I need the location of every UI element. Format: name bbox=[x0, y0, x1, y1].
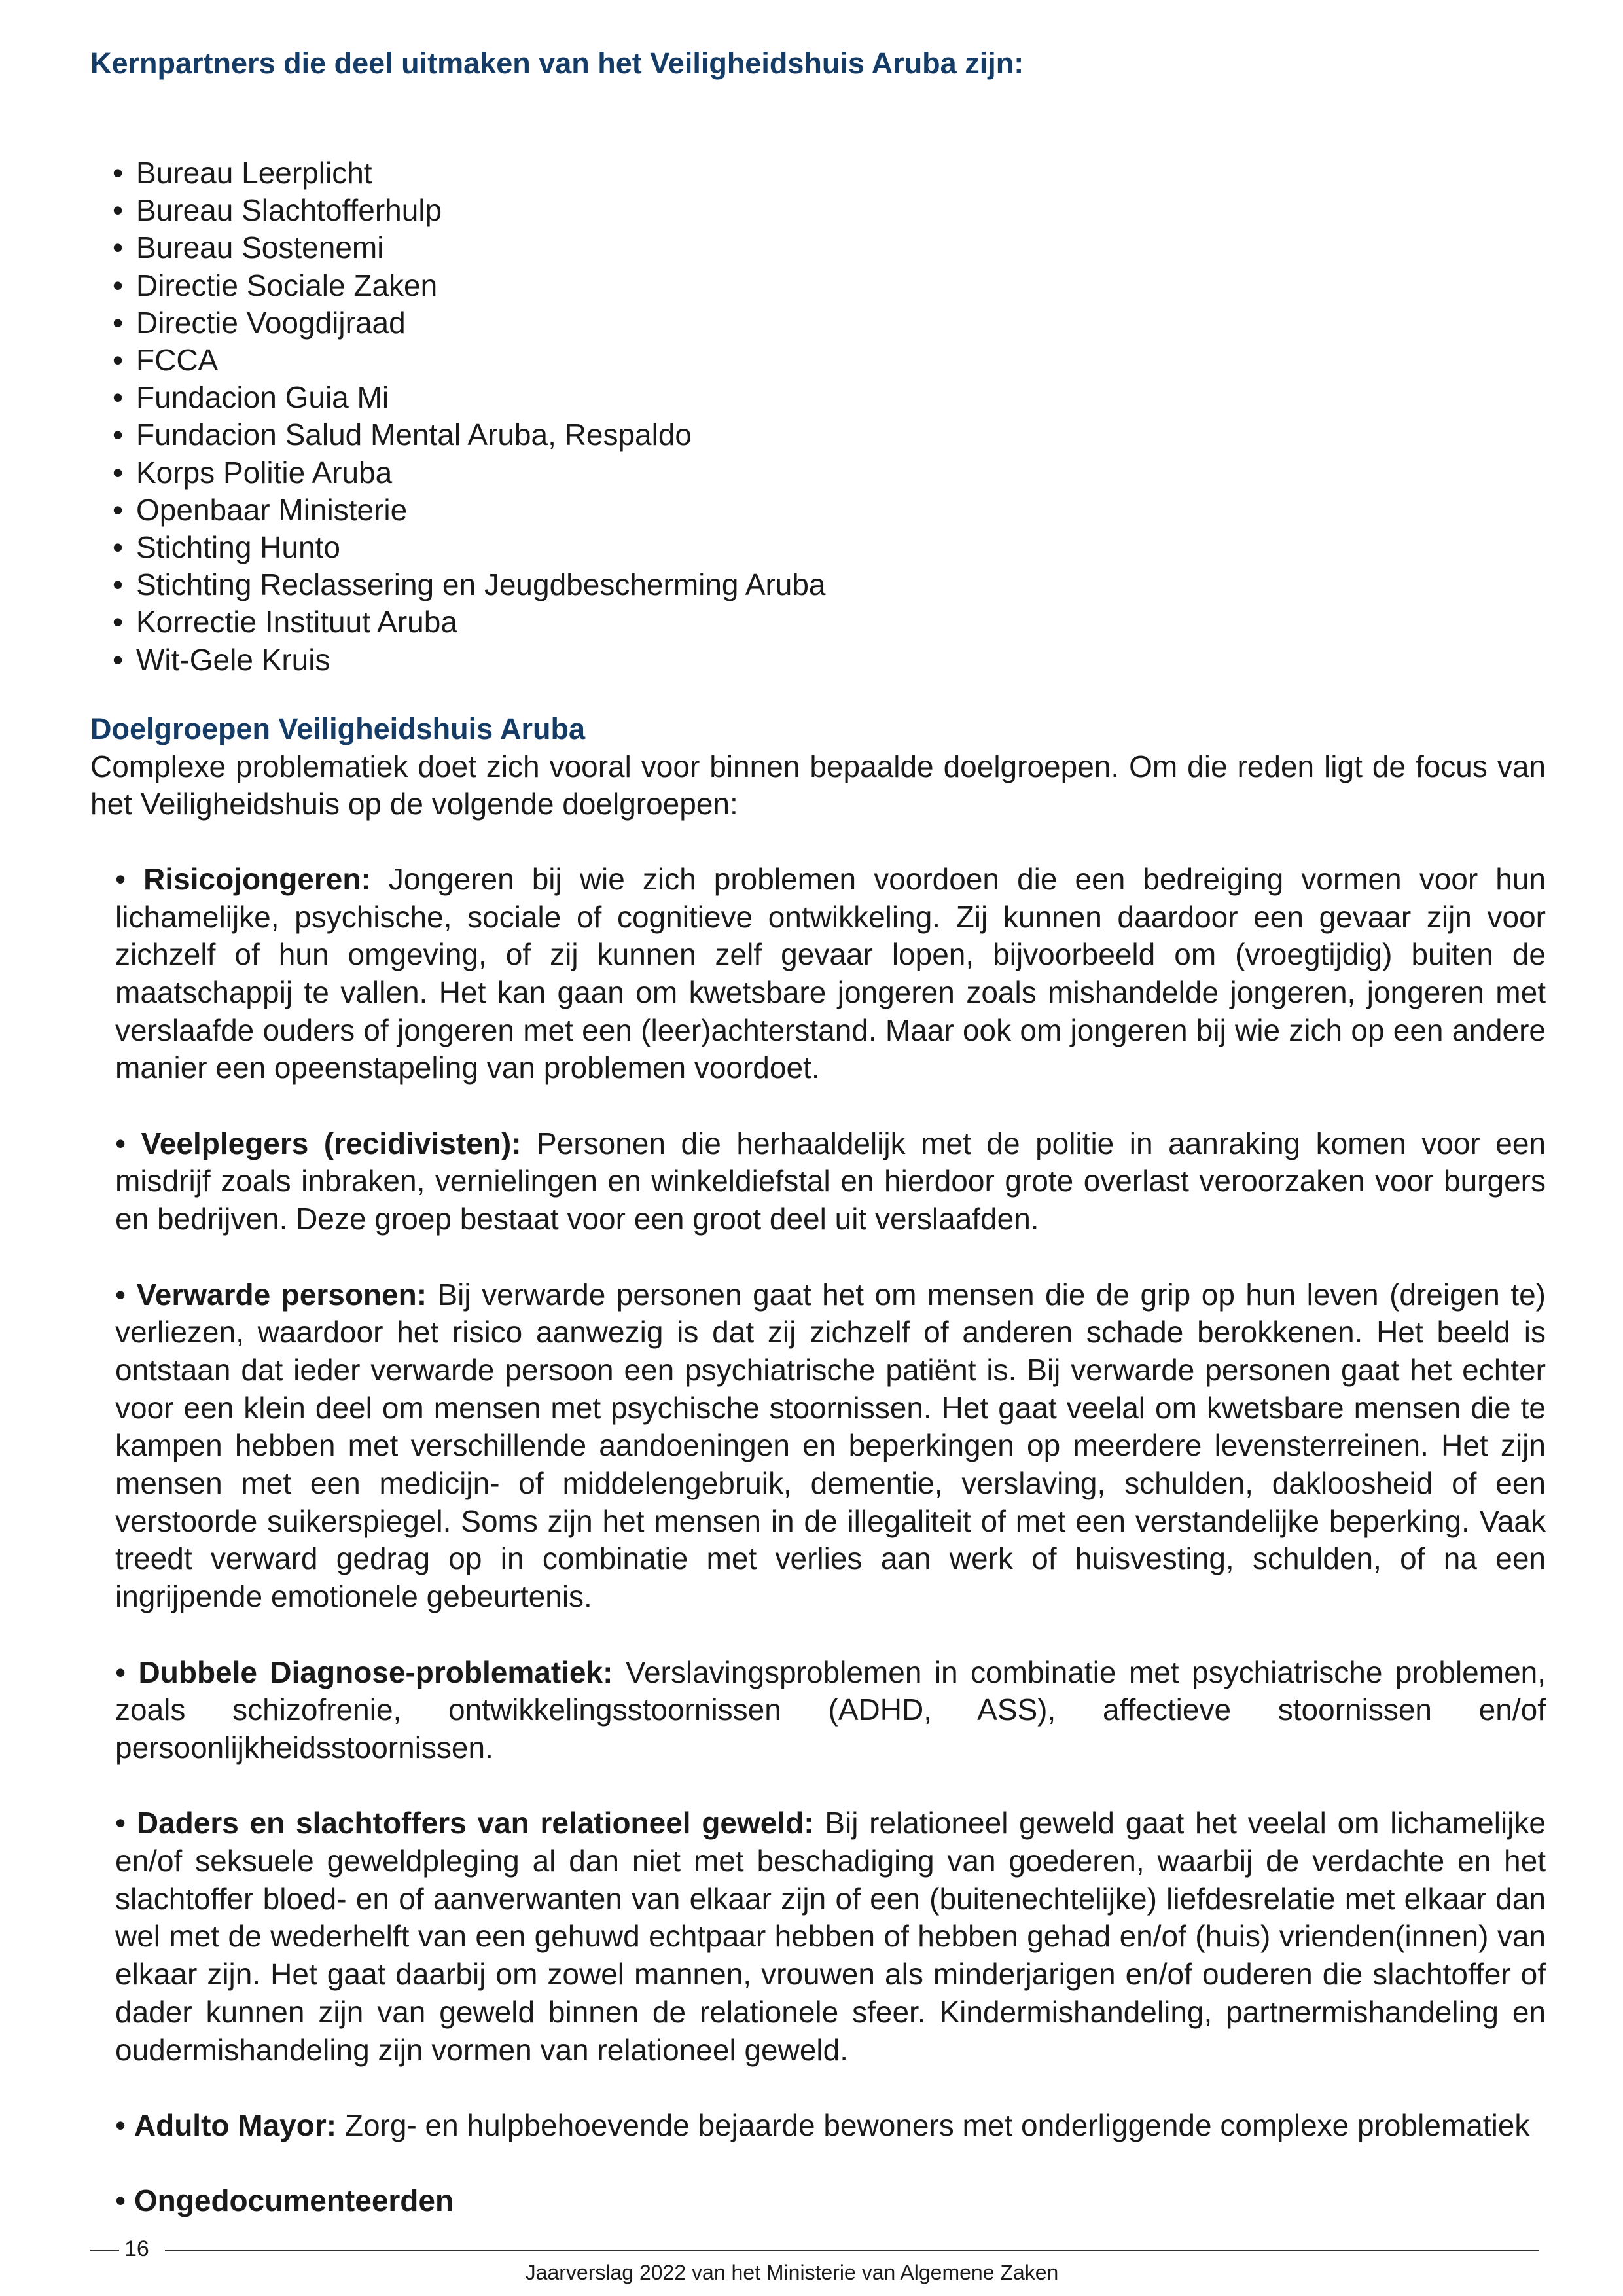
bullet-icon: • bbox=[115, 861, 144, 896]
group-description: Verslavingsproblemen in combinatie met psychiatrische problemen, zoals schizofrenie, ontwikkelingsstoornissen (ADHD, ASS), affectieve stoornissen en/of persoonlijkheidsstoornissen. bbox=[115, 1655, 1546, 1765]
footer-dash bbox=[90, 2250, 119, 2251]
bullet-icon: • bbox=[115, 2183, 134, 2218]
bullet-icon: • bbox=[115, 1126, 141, 1160]
target-groups-list bbox=[90, 861, 1546, 2220]
target-group-item bbox=[115, 1654, 1546, 1767]
target-group-item bbox=[115, 2182, 1546, 2220]
page-number: 16 bbox=[124, 2236, 149, 2261]
group-term: Ongedocumenteerden bbox=[134, 2183, 454, 2218]
group-term: Dubbele Diagnose-problematiek: bbox=[138, 1655, 613, 1689]
partner-item: • Fundacion Guia Mi bbox=[113, 379, 1546, 416]
group-description: Personen die herhaaldelijk met de politie in aanraking komen voor een misdrijf zoals inbraken, vernielingen en winkeldiefstal en hierdoor grote overlast veroorzaken voor burgers en bedrijven. Deze groep bestaat voor een groot deel uit verslaafden. bbox=[115, 1126, 1546, 1236]
partner-item: • Stichting Reclassering en Jeugdbescherming Aruba bbox=[113, 566, 1546, 603]
bullet-icon: • bbox=[115, 1277, 137, 1312]
group-description: Zorg- en hulpbehoevende bejaarde bewoners met onderliggende complexe problematiek bbox=[336, 2108, 1530, 2142]
target-group-item bbox=[115, 1125, 1546, 1238]
footer-title: Jaarverslag 2022 van het Ministerie van Algemene Zaken bbox=[525, 2261, 1059, 2284]
bullet-icon: • bbox=[115, 1806, 137, 1840]
partner-item: • Bureau Leerplicht bbox=[113, 154, 1546, 192]
target-group-item bbox=[115, 2107, 1546, 2145]
partners-heading: Kernpartners die deel uitmaken van het Veiligheidshuis Aruba zijn: bbox=[90, 46, 1024, 80]
target-group-item bbox=[115, 1804, 1546, 2069]
group-term: Risicojongeren: bbox=[143, 861, 371, 896]
partners-list bbox=[90, 154, 1546, 679]
partner-item: • Fundacion Salud Mental Aruba, Respaldo bbox=[113, 416, 1546, 454]
partner-item: • Directie Sociale Zaken bbox=[113, 267, 1546, 304]
target-group-item bbox=[115, 861, 1546, 1087]
footer-divider bbox=[165, 2250, 1539, 2251]
partner-item: • Wit-Gele Kruis bbox=[113, 641, 1546, 679]
target-group-item bbox=[115, 1276, 1546, 1616]
partner-item: • Stichting Hunto bbox=[113, 529, 1546, 566]
partner-item: • Bureau Sostenemi bbox=[113, 229, 1546, 266]
bullet-icon: • bbox=[115, 2108, 134, 2142]
group-term: Veelplegers (recidivisten): bbox=[141, 1126, 522, 1160]
partner-item: • FCCA bbox=[113, 342, 1546, 379]
target-groups-intro: Complexe problematiek doet zich vooral voor binnen bepaalde doelgroepen. Om die reden ligt de focus van het Veiligheidshuis op de volgende doelgroepen: bbox=[90, 749, 1546, 821]
partner-item: • Bureau Slachtofferhulp bbox=[113, 192, 1546, 229]
partner-item: • Korps Politie Aruba bbox=[113, 454, 1546, 492]
partner-item: • Korrectie Instituut Aruba bbox=[113, 603, 1546, 641]
group-term: Adulto Mayor: bbox=[134, 2108, 337, 2142]
group-term: Daders en slachtoffers van relationeel geweld: bbox=[136, 1806, 814, 1840]
page-content bbox=[90, 45, 1546, 2258]
partner-item: • Openbaar Ministerie bbox=[113, 492, 1546, 529]
target-groups-heading: Doelgroepen Veiligheidshuis Aruba bbox=[90, 711, 585, 745]
group-term: Verwarde personen: bbox=[136, 1277, 427, 1312]
group-description: Bij relationeel geweld gaat het veelal om lichamelijke en/of seksuele geweldpleging al dan niet met beschadiging van goederen, waarbij de verdachte en het slachtoffer bloed- en of aanverwanten van elkaar zijn of een (buitenechtelijke) liefdesrelatie met elkaar dan wel met de wederhelft van een gehuwd echtpaar hebben of hebben gehad en/of (huis) vrienden(innen) van elkaar zijn. Het gaat daarbij om zowel mannen, vrouwen als minderjarigen en/of ouderen die slachtoffer of dader kunnen zijn van geweld binnen de relationele sfeer. Kindermishandeling, partnermishandeling en oudermishandeling zijn vormen van relationeel geweld. bbox=[115, 1806, 1546, 2067]
partner-item: • Directie Voogdijraad bbox=[113, 304, 1546, 342]
group-description: Jongeren bij wie zich problemen voordoen die een bedreiging vormen voor hun lichamelijke, psychische, sociale of cognitieve ontwikkeling. Zij kunnen daardoor een gevaar zijn voor zichzelf of hun omgeving, of zij kunnen zelf gevaar lopen, bijvoorbeeld om (vroegtijdig) buiten de maatschappij te vallen. Het kan gaan om kwetsbare jongeren zoals mishandelde jongeren, jongeren met verslaafde ouders of jongeren met een (leer)achterstand. Maar ook om jongeren bij wie zich op een andere manier een opeenstapeling van problemen voordoet. bbox=[115, 861, 1546, 1085]
group-description: Bij verwarde personen gaat het om mensen die de grip op hun leven (dreigen te) verliezen, waardoor het risico aanwezig is dat zij zichzelf of anderen schade berokkenen. Het beeld is ontstaan dat ieder verwarde persoon een psychiatrische patiënt is. Bij verwarde personen gaat het echter voor een klein deel om mensen met psychische stoornissen. Het gaat veelal om kwetsbare mensen die te kampen hebben met verschillende aandoeningen en beperkingen op meerdere levensterreinen. Het zijn mensen met een medicijn- of middelengebruik, dementie, verslaving, schulden, dakloosheid of een verstoorde suikerspiegel. Soms zijn het mensen in de illegaliteit of met een verstandelijke beperking. Vaak treedt verward gedrag op in combinatie met verlies aan werk of huisvesting, schulden, of na een ingrijpende emotionele gebeurtenis. bbox=[115, 1277, 1546, 1614]
bullet-icon: • bbox=[115, 1655, 139, 1689]
